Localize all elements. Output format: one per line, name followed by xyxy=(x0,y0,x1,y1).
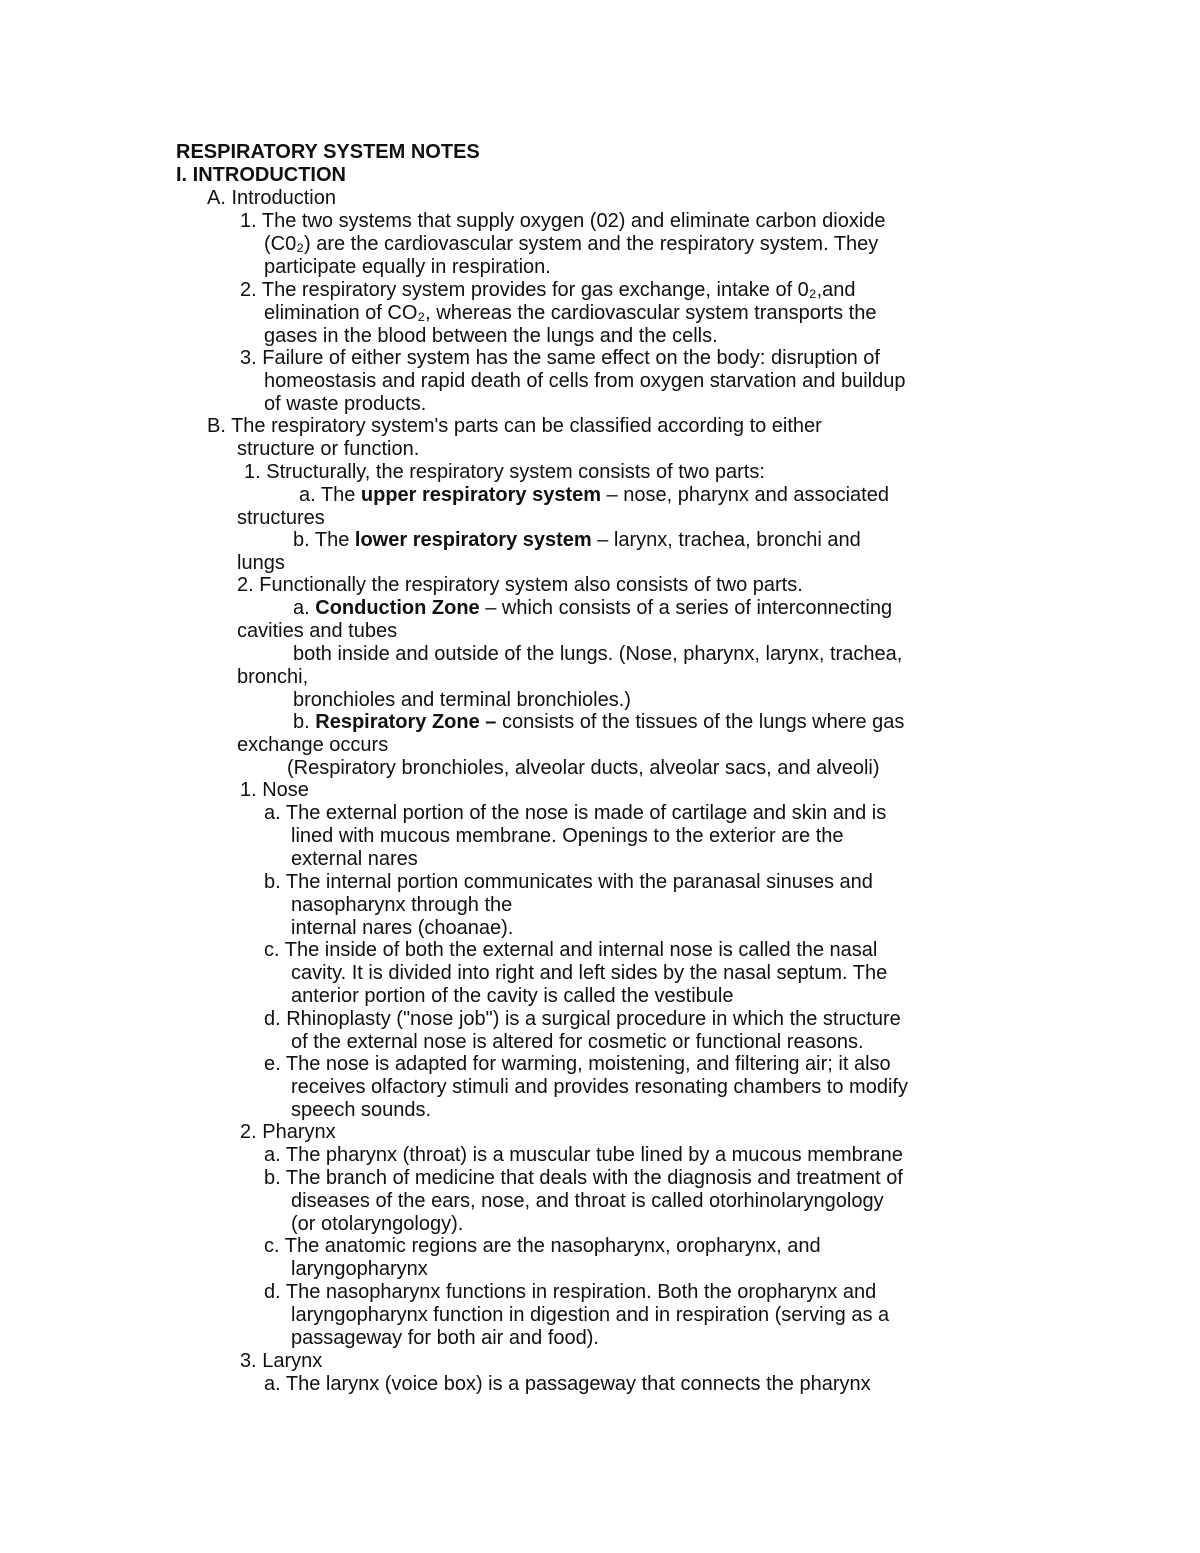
text-line: c. The anatomic regions are the nasopharynx, oropharynx, and xyxy=(264,1235,821,1257)
text-line: of waste products. xyxy=(264,393,427,415)
text-line: exchange occurs xyxy=(237,734,389,756)
bold-term: lower respiratory system xyxy=(354,529,592,551)
text-line: lined with mucous membrane. Openings to the exterior are the xyxy=(291,825,844,847)
topic-heading: 2. Pharynx xyxy=(240,1121,336,1143)
text-line: cavities and tubes xyxy=(237,620,398,642)
text-line xyxy=(293,711,904,734)
text-span: consists of the tissues of the lungs where gas xyxy=(496,711,905,733)
text-line: participate equally in respiration. xyxy=(264,256,551,278)
text-span: b. The xyxy=(293,529,355,551)
text-span: a. The xyxy=(299,484,361,506)
text-line: diseases of the ears, nose, and throat is called otorhinolaryngology xyxy=(291,1190,884,1212)
text-line: speech sounds. xyxy=(291,1099,432,1121)
subsection-heading: A. Introduction xyxy=(207,187,336,209)
text-line: nasopharynx through the xyxy=(291,894,513,916)
text-line: external nares xyxy=(291,848,418,870)
text-line: a. The pharynx (throat) is a muscular tube lined by a mucous membrane xyxy=(264,1144,903,1166)
subsection-heading: B. The respiratory system's parts can be classified according to either xyxy=(207,415,822,437)
text-line xyxy=(293,597,892,620)
text-line: e. The nose is adapted for warming, moistening, and filtering air; it also xyxy=(264,1053,891,1075)
text-line: (Respiratory bronchioles, alveolar ducts, alveolar sacs, and alveoli) xyxy=(287,757,880,779)
text-line xyxy=(299,484,889,507)
text-line: gases in the blood between the lungs and the cells. xyxy=(264,325,718,347)
text-line: 2. The respiratory system provides for gas exchange, intake of 0₂,and xyxy=(240,279,856,301)
text-line: d. Rhinoplasty ("nose job") is a surgical procedure in which the structure xyxy=(264,1008,901,1030)
text-line: homeostasis and rapid death of cells from oxygen starvation and buildup xyxy=(264,370,906,392)
document-title: RESPIRATORY SYSTEM NOTES xyxy=(176,141,480,163)
text-line: (C0₂) are the cardiovascular system and the respiratory system. They xyxy=(264,233,879,255)
text-line: both inside and outside of the lungs. (Nose, pharynx, larynx, trachea, xyxy=(293,643,903,665)
text-line: structures xyxy=(237,507,325,529)
text-line: laryngopharynx function in digestion and in respiration (serving as a xyxy=(291,1304,890,1326)
bold-term: upper respiratory system xyxy=(360,484,602,506)
text-line: bronchioles and terminal bronchioles.) xyxy=(293,689,631,711)
text-line: of the external nose is altered for cosmetic or functional reasons. xyxy=(291,1031,864,1053)
topic-heading: 3. Larynx xyxy=(240,1350,323,1372)
bold-term: Respiratory Zone – xyxy=(315,711,497,733)
text-line: 1. Structurally, the respiratory system consists of two parts: xyxy=(244,461,765,483)
text-line: 1. The two systems that supply oxygen (02) and eliminate carbon dioxide xyxy=(240,210,886,232)
text-line: elimination of CO₂, whereas the cardiovascular system transports the xyxy=(264,302,877,324)
text-line: internal nares (choanae). xyxy=(291,917,514,939)
text-line: (or otolaryngology). xyxy=(291,1213,464,1235)
text-line: bronchi, xyxy=(237,666,309,688)
text-line: a. The larynx (voice box) is a passageway that connects the pharynx xyxy=(264,1373,871,1395)
text-line: d. The nasopharynx functions in respiration. Both the oropharynx and xyxy=(264,1281,877,1303)
text-line: a. The external portion of the nose is made of cartilage and skin and is xyxy=(264,802,887,824)
text-span: a. xyxy=(293,597,316,619)
text-line: anterior portion of the cavity is called the vestibule xyxy=(291,985,734,1007)
text-line: structure or function. xyxy=(237,438,420,460)
text-span: – which consists of a series of interconnecting xyxy=(479,597,893,619)
text-line: laryngopharynx xyxy=(291,1258,428,1280)
text-span: – larynx, trachea, bronchi and xyxy=(591,529,861,551)
text-line: lungs xyxy=(237,552,285,574)
bold-term: Conduction Zone xyxy=(315,597,480,619)
text-line: 3. Failure of either system has the same effect on the body: disruption of xyxy=(240,347,880,369)
text-line: receives olfactory stimuli and provides resonating chambers to modify xyxy=(291,1076,908,1098)
text-line: 2. Functionally the respiratory system also consists of two parts. xyxy=(237,574,803,596)
text-line xyxy=(293,529,861,552)
text-line: passageway for both air and food). xyxy=(291,1327,599,1349)
text-span: – nose, pharynx and associated xyxy=(601,484,889,506)
text-line: b. The branch of medicine that deals with the diagnosis and treatment of xyxy=(264,1167,903,1189)
text-line: b. The internal portion communicates with the paranasal sinuses and xyxy=(264,871,873,893)
section-heading: I. INTRODUCTION xyxy=(176,164,346,186)
topic-heading: 1. Nose xyxy=(240,779,309,801)
text-span: b. xyxy=(293,711,316,733)
text-line: c. The inside of both the external and internal nose is called the nasal xyxy=(264,939,878,961)
text-line: cavity. It is divided into right and left sides by the nasal septum. The xyxy=(291,962,888,984)
